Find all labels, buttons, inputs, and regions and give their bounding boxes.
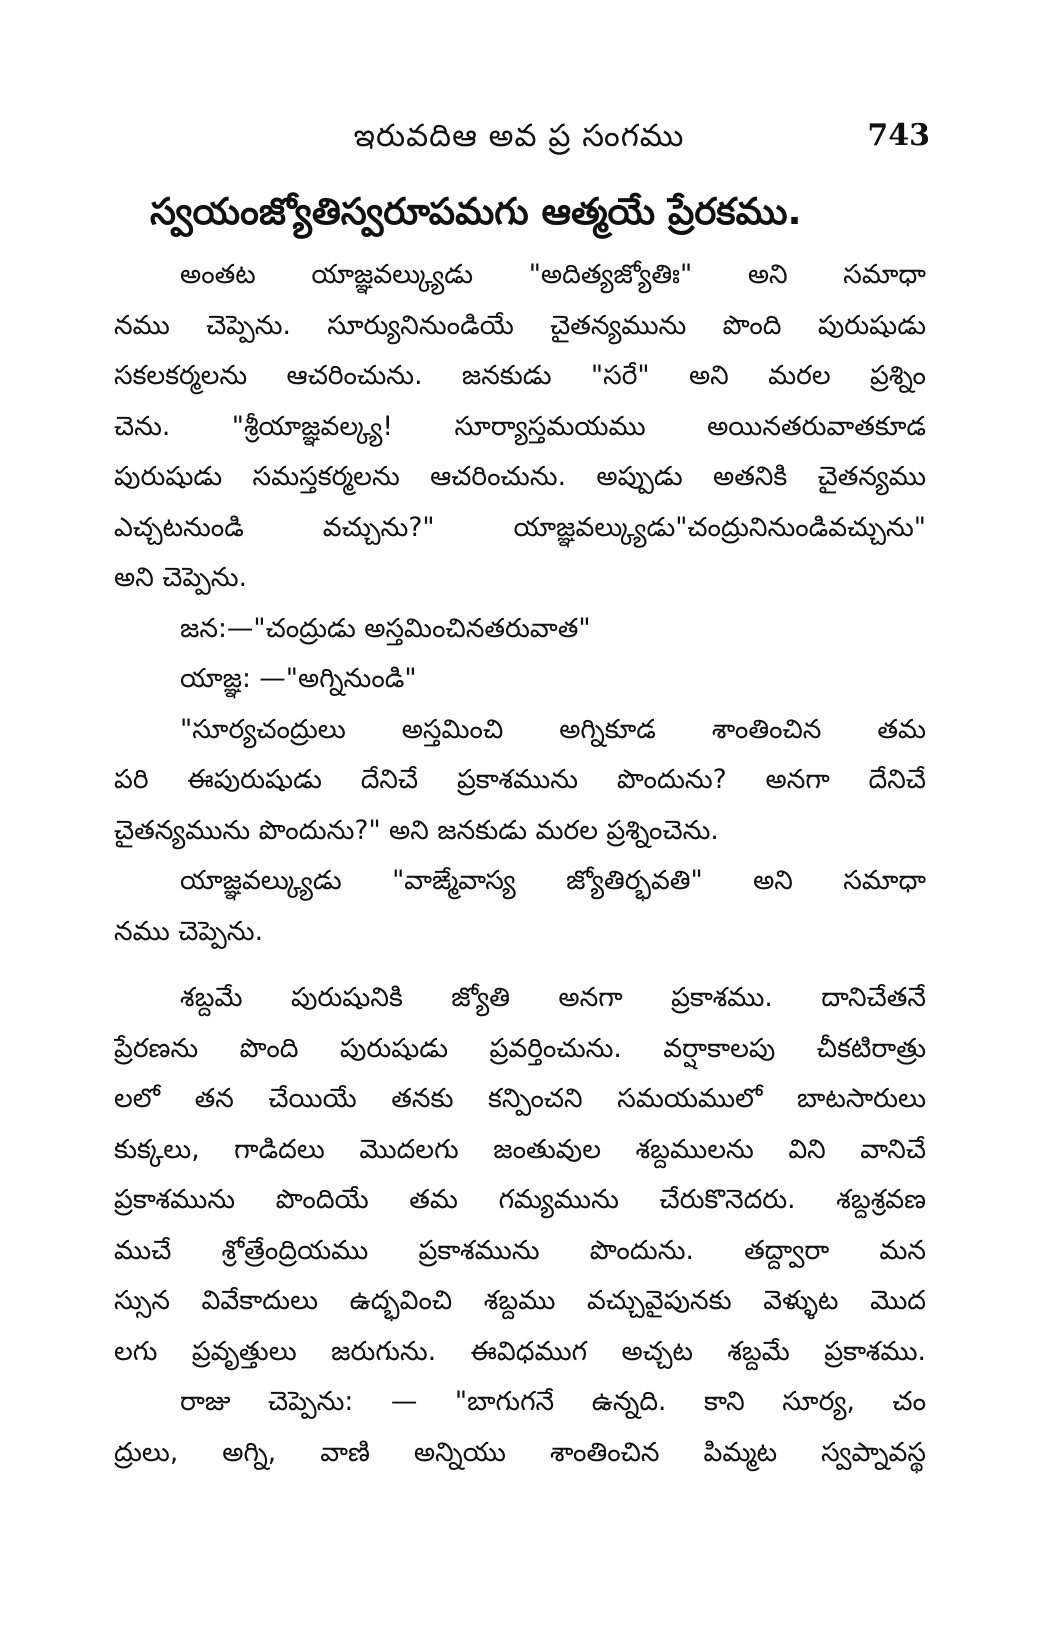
text-line: స్సున వివేకాదులు ఉద్భవించి శబ్దము వచ్చువైపునకు వెళ్ళుట మొద	[114, 1285, 926, 1316]
text-line: నము చెప్పెను. సూర్యునినుండియే చైతన్యమును పొంది పురుషుడు	[114, 309, 926, 341]
page-number: 743	[867, 118, 930, 153]
text-line: అని చెప్పెను.	[114, 562, 247, 593]
text-line: నము చెప్పెను.	[114, 915, 264, 947]
dialogue	[114, 604, 926, 705]
paragraph-2	[114, 705, 926, 857]
running-title: ఇరువదిఆ అవ ప్ర సంగము	[353, 118, 685, 154]
text-line: లగు ప్రవృత్తులు జరుగును. ఈవిధముగ అచ్చట శబ్దమే ప్రకాశము.	[114, 1335, 926, 1367]
paragraph-5	[114, 1377, 926, 1478]
text-line: పురుషుడు సమస్తకర్మలను ఆచరించును. అప్పుడు అతనికి చైతన్యము	[114, 461, 926, 492]
section-heading: స్వయంజ్యోతిస్వరూపమగు ఆత్మయే ప్రేరకము.	[150, 190, 802, 233]
text-line: చెను. "శ్రీయాజ్ఞవల్క్య! సూర్యాస్తమయము అయినతరువాతకూడ	[114, 410, 926, 442]
text-line: చైతన్యమును పొందును?" అని జనకుడు మరల ప్రశ్నించెను.	[114, 814, 719, 846]
paragraph-4	[114, 973, 926, 1377]
text-line: యాజ్ఞవల్క్యుడు "వాఙ్మేవాస్య జ్యోతిర్భవతి" అని సమాధా	[180, 865, 926, 896]
dialogue-line: జన:—"చంద్రుడు అస్తమించినతరువాత"	[180, 612, 591, 644]
text-line: ప్రకాశమును పొందియే తమ గమ్యమును చేరుకొనెదరు. శబ్దశ్రవణ	[114, 1184, 926, 1215]
text-line: ప్రేరణను పొంది పురుషుడు ప్రవర్తించును. వర్షాకాలపు చీకటిరాత్రు	[114, 1032, 926, 1064]
text-line: శబ్దమే పురుషునికి జ్యోతి అనగా ప్రకాశము. దానిచేతనే	[180, 982, 926, 1013]
text-line: "సూర్యచంద్రులు అస్తమించి అగ్నికూడ శాంతించిన తమ	[180, 713, 926, 745]
text-line: ఎచ్చటనుండి వచ్చును?" యాజ్ఞవల్క్యుడు"చంద్రునినుండివచ్చును"	[114, 511, 926, 543]
text-line: ద్రులు, అగ్ని, వాణి అన్నియు శాంతించిన పిమ్మట స్వప్నావస్థ	[114, 1436, 926, 1468]
text-line: కుక్కలు, గాడిదలు మొదలగు జంతువుల శబ్దములను విని వానిచే	[114, 1133, 926, 1165]
running-header	[110, 112, 928, 160]
dialogue-line: యాజ్ఞ: —"అగ్నినుండి"	[180, 663, 417, 694]
body-text	[114, 250, 926, 1478]
text-line: రాజు చెప్పెను: — "బాగుగనే ఉన్నది. కాని సూర్య, చం	[180, 1386, 926, 1417]
paragraph-gap	[114, 957, 926, 973]
text-line: అంతట యాజ్ఞవల్క్యుడు "అదిత్యజ్యోతిః" అని సమాధా	[180, 259, 926, 290]
paragraph-1	[114, 250, 926, 604]
text-line: పరి ఈపురుషుడు దేనిచే ప్రకాశమును పొందును? అనగా దేనిచే	[114, 764, 926, 795]
text-line: సకలకర్మలను ఆచరించును. జనకుడు "సరే" అని మరల ప్రశ్నిం	[114, 360, 926, 391]
paragraph-3	[114, 856, 926, 957]
text-line: ముచే శ్రోత్రేంద్రియము ప్రకాశమును పొందును. తద్ద్వారా మన	[114, 1234, 926, 1266]
text-line: లలో తన చేయియే తనకు కన్పించని సమయములో బాటసారులు	[114, 1083, 926, 1114]
